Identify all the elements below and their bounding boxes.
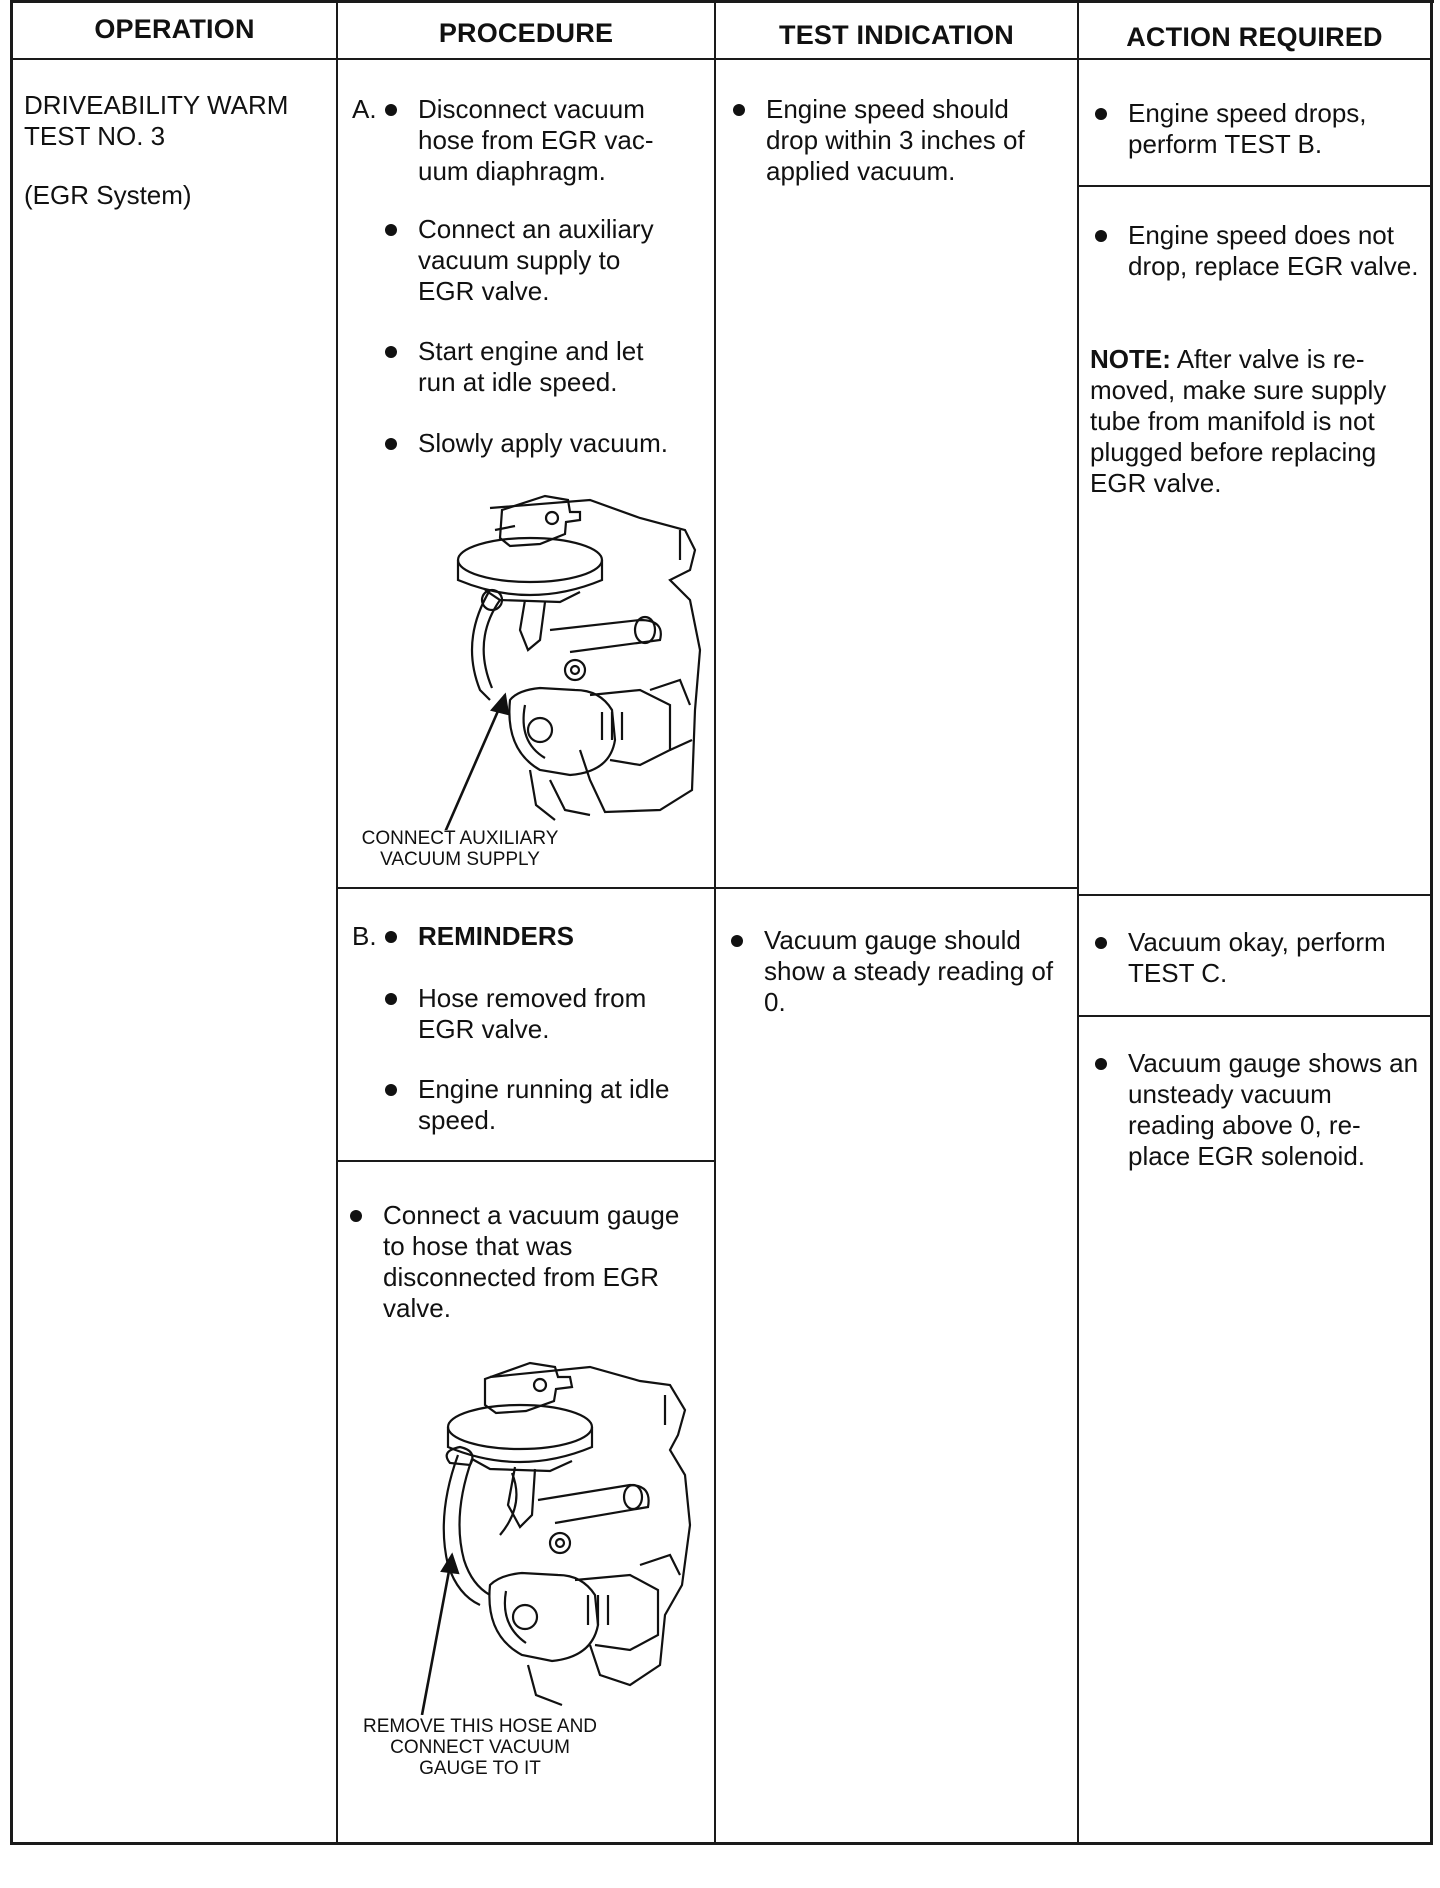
- rule-top: [10, 0, 1434, 3]
- step-a-bullet-1: Disconnect vacuum hose from EGR vac-uum diaphragm.: [418, 94, 654, 186]
- operation-subtitle: (EGR System): [24, 180, 192, 210]
- rule-test-a-b: [714, 887, 1079, 889]
- step-b-action-2: Vacuum gauge shows an unsteady vacuum reading above 0, re-place EGR solenoid.: [1128, 1048, 1419, 1171]
- step-b-marker: B.: [352, 921, 377, 951]
- rule-col-2: [714, 0, 716, 1845]
- step-a-action-2: Engine speed does not drop, replace EGR valve.: [1128, 220, 1419, 281]
- step-a-bullet-2: Connect an auxiliary vacuum supply to EGR valve.: [418, 214, 654, 306]
- rule-action-a1: [1077, 185, 1433, 187]
- egr-valve-illustration-b: [340, 1355, 712, 1715]
- step-a-bullet-3: Start engine and let run at idle speed.: [418, 336, 644, 397]
- note-text: After valve is re-moved, make sure supply tube from manifold is not plugged before replacing EGR valve.: [1090, 344, 1387, 498]
- rule-right: [1430, 0, 1433, 1845]
- step-a-figure-caption: CONNECT AUXILIARY VACUUM SUPPLY: [361, 828, 559, 870]
- rule-bottom: [10, 1842, 1433, 1845]
- rule-left: [10, 0, 13, 1845]
- step-b-action-1: Vacuum okay, perform TEST C.: [1128, 927, 1386, 988]
- step-b-figure-caption: REMOVE THIS HOSE AND CONNECT VACUUM GAUGE TO IT: [362, 1716, 598, 1779]
- rule-proc-b-reminders: [336, 1160, 716, 1162]
- rule-header: [10, 58, 1433, 60]
- rule-col-3: [1077, 0, 1079, 1845]
- step-a-note: [1090, 344, 1420, 499]
- step-a-bullet-4: Slowly apply vacuum.: [418, 428, 668, 458]
- step-a-marker: A.: [352, 94, 377, 124]
- step-b-connect: Connect a vacuum gauge to hose that was disconnected from EGR valve.: [383, 1200, 680, 1323]
- rule-col-1: [336, 0, 338, 1845]
- step-a-test-indication: Engine speed should drop within 3 inches of applied vacuum.: [766, 94, 1025, 186]
- header-operation: OPERATION: [94, 14, 255, 44]
- operation-title: DRIVEABILITY WARM TEST NO. 3: [24, 90, 289, 151]
- egr-valve-illustration-a: [340, 490, 712, 830]
- step-b-reminder-2: Engine running at idle speed.: [418, 1074, 670, 1135]
- step-b-reminder-1: Hose removed from EGR valve.: [418, 983, 647, 1044]
- header-procedure: PROCEDURE: [438, 18, 614, 48]
- step-b-test-indication: Vacuum gauge should show a steady reading of 0.: [764, 925, 1054, 1017]
- header-action-required: ACTION REQUIRED: [1126, 22, 1383, 52]
- step-b-reminders-heading: REMINDERS: [418, 921, 575, 951]
- note-label: NOTE:: [1090, 344, 1171, 374]
- rule-action-a-b: [1077, 894, 1433, 896]
- header-test-indication: TEST INDICATION: [779, 20, 1014, 50]
- step-a-action-1: Engine speed drops, perform TEST B.: [1128, 98, 1367, 159]
- rule-proc-a-b: [336, 887, 716, 889]
- rule-action-b1: [1077, 1015, 1433, 1017]
